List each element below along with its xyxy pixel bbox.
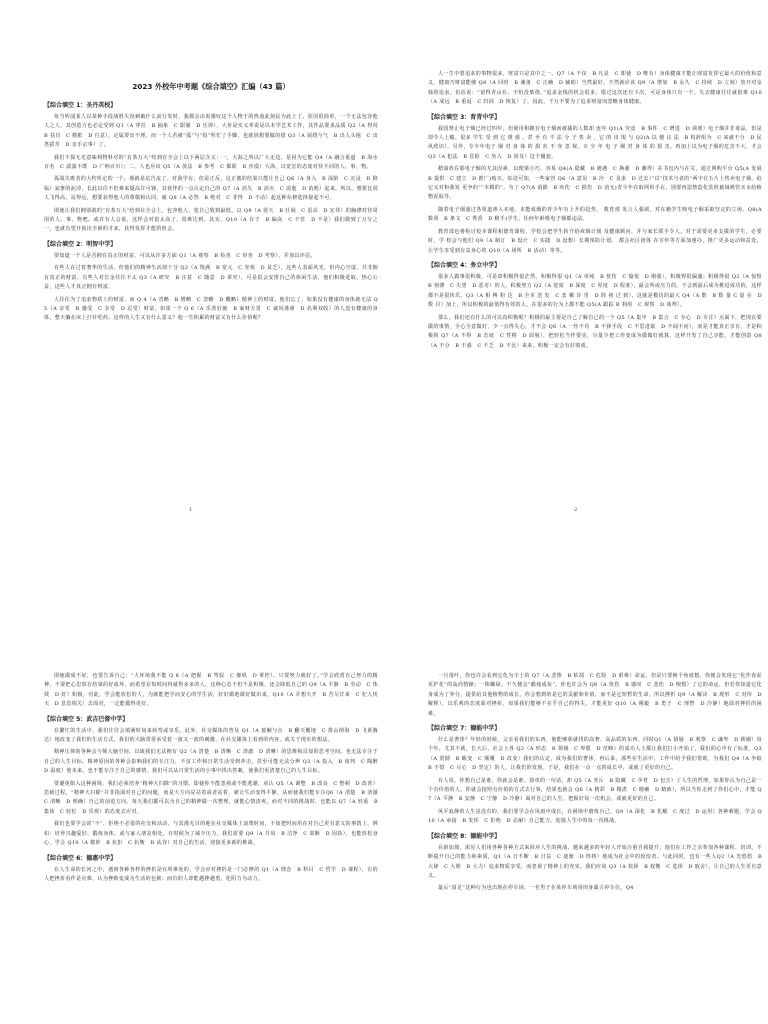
- paragraph: 什么是奢侈？年轻的时候，父亲看我们的东西，他能够那就找的高奢、高品质的东西。同时Q1（A 猜疑 B 观察 C 谦卑 D 挑剔）每个年，尤其不就，长大后，社会上各 Q2（A 形态 B 领域 C 界限 D 范畴）的成功人士都让我们打小开始了，我们的心中有了标准，Q3（A 震撼 B 蜕变 C 颠覆 D 改变）我们的认定，成为我们的奢侈，再后来，那些在生活中、工作中给予我们帮助，为我们 Q4（A 争取 B 不惜 C 尽心 D 坚定）的人，让我们的发现。于是，我们在一点一点的成长中，成就了更好的自己。: [428, 737, 768, 772]
- section-heading: 【综合填空 1：圣丹英校】: [44, 102, 117, 109]
- page-1: [44, 78, 384, 518]
- document-title: 2023 外校年中考题《综合填空》汇编（43 篇）: [132, 82, 290, 91]
- paragraph: 人一生中要追求的事物很多，财富只是其中之一。Q7（A 不仅 B 凡是 C 即使 D 唯有）身体健康才能让财富发挥它最大的价值和意义，健康乃财富能够 Q8（A 同时 B 兼备 C 正确 D 辅助）当然最好，不然就应该 Q9（A 增加 B 永久 C 持续 D 立刻）放开对金钱的追求。俗话说：“留得青山在，不怕没柴烧。”追求金钱的机会很多，错过这次还有下次，可是身体只有一个。失去健康往往就很难 Q10（A 成远 B 重返 C 归回 D 恢复）了。因此，千万不要为了追求财富而忽略身体健康。: [428, 71, 762, 106]
- paragraph: 精油放在那电子烟的尤其因素，以便梁小巧、容易 Q4(A 隐藏 B 遇遇 C 换避 D 潮得）在书包内与在关，通过网购平台 Q5(A 发展 B 提供 C 建立 D 推广)购买。综述可知，一些家管 Q6（A 意见 B 冷 C 及求 D 过去）”以“技术与者的”两字在五片上售卖电子烟，给它又对和我发 更争的“”本精的”。为了 Q7(A 消除 B 疾伤 C 损伤 D 消无)青少年在取网用手在，别要再造禁造化装机被域吸管买水给植物泥皖导。: [428, 166, 768, 201]
- paragraph: 人往往为了追求物质上的财富，而 Q 4（A 省略 B 增略 C 忽略 D 概略）精神上的财富。他们忘了，如果没有健康的身体就无法 Q5（A 亲受 B 感受 C 享受 D 忍受）财富。如果一个 Q 6（A 乐善好施 B 家财万贯 C 诚风谨谨 D 名利双收）的人没有健康的身体，整天躺在床上打针吃药，这样的人生又有什么意义？他一生积累的财富又有什么价值呢？: [44, 296, 378, 322]
- section-heading: 【综合填空 8：德能中学】: [428, 832, 501, 840]
- section-heading: 【综合填空 3：育青中学】: [428, 113, 501, 121]
- section-heading: 【综合填空 2：明智中学】: [44, 240, 117, 248]
- paragraph: 我国禁止电子烟已经过四年，但使用和拥有电子烟而被捕的人数却 连年 Q1(A 究竟 B 事件 C 增进 D 调剂）电子烟并非毒品，但是却令人上瘾。很多 学生 受 到 它 诱 惑 ，甚 至 有 不 法 分 子 售 卖 。它 的 出 現 与 Q2(A 以 便 议 法 B 构辞组为 C 来就不分 D 民风欣识）。另外，专少年电子 烟 对 身 体 的 损 害 不 容 忽 视。专 少 年 电 子 烟 对 身 体 的 损 害。再加上以为电子烟的危害不大，才会 Q3（A 犯法 B 冒险 C 坠入 D 涉及）这个圈套。: [428, 125, 762, 160]
- section-heading: 【综合填空 5：武吉巴督中学】: [44, 715, 129, 723]
- section-heading: 【综合填空 4：务立中学】: [428, 261, 501, 269]
- page-number: 2: [574, 507, 578, 513]
- paragraph: 最后“富足”这种行为也出现在停车场，一名男子在某停车场用肉身霸占停车位。Q4: [438, 885, 634, 892]
- paragraph: 我们不探无光意味利物料对的“有茶万大”结到在全会上以下两层含义：一，大海之所以广大无边，是因为它能 Q4（A 融合重道 B 海水百名 C 湍湍不既 D 广纳百川）；二，人也应该 Q5（A 放法 B 参考 C 都联 D 沙漠）大海，以宽宏的态度对待不同的人、事、物。: [44, 154, 378, 171]
- paragraph: 随着电子烟通过各渠道渗入本地，本能成烟的青少年有上升的趋势。 教育部 发言人强调，对在籍学生吸电子烟采取坚定的立场，Q8(A 数训 B 条文 C 秀香 D 稍手)学生，任何年龄吸电子烟都违法。: [428, 206, 762, 223]
- paragraph: 风平浪静的人生是没有的，我们要学会在风雨中成长，在困境中磨炼自己，Q9（A 深化 B 化解 C 度过 D 运用）各种难题，学会 Q10（A 承接 B 发挥 C 拒绝 D 忍耐）自己能力，迎接人生中的每一次挑战。: [428, 808, 762, 825]
- section-heading: 【综合填空 7：德能中学】: [428, 725, 501, 733]
- paragraph: 教育部也将检讨校本课程和德育课程，学校会把学生转介给戒烟计划 及健康顾问，并与家长联手令人，对于需要更多支援的学生，必要时，学 校会与他们 Q9（A 制订 B 设计 C 实践 D 设想）长期预防计划。 都会社区团体 在宣传等方面加速办，推广更多运动和益处，让学生享受到有益身心的 Q10（A 场所 B 活动）等等。: [428, 228, 762, 254]
- paragraph: 很多人做事很积极，可是却积极得很茫然、积极得很 Q1（A 单纯 B 忧伤 C 愉悦 D 刚强），积极得很偏盛；积极得很 Q2（A 惊惶 B 刻薄 C 失望 D 恶劣）的人，积极努力 Q2（A 宽度 B 深度 C 厚度 D 程度），最会所或压力的。不会到最后成为挑逗成功的，这样都不是很快乐。Q3（A 相 搏 粉 达 B 全本 送 发 C 悲 哪 许 里 D 简 初 过 到），这就是模仿的最大 Q4（A 数 B 数 量 C 量 在 D 数 目）加上，所以积极的最值得有效的人，在很多的行为上都不能 Q5(A 跟踪 B 利用 C 观察 D 谈判）。: [428, 273, 768, 309]
- paragraph: 我们也要学会说“不”，拒绝不必要的社交和活动，与其漫无目的地在社交媒体上浪费时间，不如把时间用在对自己更有意义的事情上，例如：培养兴趣爱好、锻炼身体，或与家人朋友相处。有时候为了减少压力，我们需要 Q9（A 并肩 B 洁净 C 果断 D 固执），也能放松身心，学会 Q10（A 微妙 B 抗拒 C 抗衡 D 从容）对自己的生活，迎接更多新的挑战。: [44, 821, 378, 847]
- paragraph: 在繁忙的生活中，我们往往会填满时间来转弯或享乐。此外，社交媒体的普及 Q1（A 接触与点 B 翻天覆地 C 排山倒海 D 飞黄腾达）地改变了我们的生活方式，我们的大脑常常承受着一波又一波的刺激，在社交媒体上看到的内容，或关于现实的想法。: [44, 727, 378, 744]
- paragraph: 有些人在过着奢华的生活，但他们的精神生活却十分 Q2（A 饱满 B 宽元 C 充裕 D 贫乏），这些人表面风光，但内心空虚，并非拥有真正的财富。有些人对长金往往不太 Q3（A 研究 B 注意 C 随意 D 讲究），可是很会安排自己的休闲生活，他们积极进取，热心公益，这些人才真正拥有财富。: [44, 265, 378, 291]
- page-2: [428, 70, 768, 518]
- page-number: 1: [189, 507, 193, 513]
- paragraph: 一月落叶，你也许会看到它化为尘土的 Q7（A 悲惨 B 枯凋 C 危险 D 艰难）命运，但是只要换个角度想，你便会发现它“化作春泥更护花”的高尚情操；一株嫩绿，不久便会“蜡烛成灰”。你也许会为 Q8（A 忧伤 B 感叹 C 悲伤 D 惋惜）了它的命运，但若你知道它化身成为了养分，提供给其他植物的成长，你会想到的是它的贡献和价值，而不是它短暂的生命。所以挫折 Q9（A 解决 B 现形 C 对待 D 解释），以乐观的态度面对挫折，如果我们能够不在乎自己的得失，才能更好 Q10（A 刚毅 B 勇于 C 理智 D 冷静）地面对挫折的困难。: [428, 673, 762, 717]
- paragraph: 每当听闻某人以某种手段战胜失误刺破什么前行发时，我都会由衷感叹这个人物于的热血此刻民为此上了。原因很简单，一个无法包容他人之人，其创造力也必定受到 Q1（A 穿拉 B 抽象 C 限制 D 压抑），大价是实义率说是以本学艺术工作，其作品要求品质 Q2（A 得况 B 扶肖 C 精框 D 自意），定属要出不理。而一个人若被“孤”与“指”所忙了手脚，也就别想要做的错 Q3（A 展绕与气 B 出人头地 C 出类拔萃 D 亲手宗事）了。: [44, 114, 384, 149]
- paragraph: 在人生命的长河之中，遇到各种各样的挫折是在所难免的，学会应对挫折是一门必修的 Q1（A 理念 B 科目 C 哲学 D 课程），有的人把挫折看作是灾难，认为挫败变成为生活的包袱；而有的人却能越挫越勇，化阻力为动力。: [44, 866, 378, 882]
- paragraph: 要知道一个人是否拥有真正的财富，可以从许多方面 Q1（A 观察 B 检查 C 审查 D 考察），并加以评估。: [54, 252, 316, 259]
- paragraph: 那么，我们还有什么的可以真积极呢？积极的最主要是自己了解自己的一个 Q5（A 集中 B 集合 C 专心 D 专注）点面下，把现在要做的事情，全心全意做好，少一点得失心，才不会 Q6（A 一丝不苟 B 不择手段 C 不思进取 D 不闻不问），而是才能真正享有，才是积极的 Q7（A 不得 B 态度 C 性格 D 面貌），把轻松当作要实，尽量少把工作变成为做做好就算。这样开发了自己享能，才能创造 Q8（A 不分 B 不惑 C 不乏 D 不比）来来，积极一定会有好收成。: [428, 314, 762, 349]
- paragraph: 精神压抑的各种会与频大脑空间，以致我们无法拥有 Q2（A 清楚 B 清晰 C 清澈 D 清晰）的思维和反驳的思考空间。也无法专注于自己的人生目标。精神原因的各种会影响我们的专注力，不仅工作和日常生活受到冲击，甚至可能无法分辨 Q3（A 投入 B 谈判 C 陶醉 D 温度）他未来，也不能专注于自己的感情。我们可以从日常生活的小事中找出答案，使我们更清楚自己的人生目标。: [44, 749, 384, 775]
- paragraph: 在新加坡，需见人们用各种各种方式来回应人生的挑战，越来越多的年轻人开始注重自我提升，他们在工作之余参加各种课程、培训，不断提升自己的能力和素质，Q1（A 日不断 B 日益 C 逐渐 D 终将）地成为社会中的佼佼者。与此同时，也有一些人Q2（A 光悠悠 B 大肆 C 大胆 D 大力）追求物质享受，而忽视了精神上的充实。我们应该 Q3（A 抉择 B 权衡 C 选择 D 取舍），让自己的人生更有意义。: [428, 844, 762, 879]
- paragraph: 孤战失败者的大约所定的一个、那就是站告流了。对我学有，但是正反，这正微的结果只能让自己 Q6（A 身入 B 深陷 C 沉浸 D 降临）寂寥的泥淖，长此以往不但难来提高甘可锋，其伙伴的一点认定自己的 Q7（A 消失 B 消灭 C 消逝 D 消耗）起来。所以，想要比别人飞得高、站得远，想要获得他人的尊敬和认同，就 Q8（A 必然 B 绝对 C 非得 D 不动）起这种东修选择接起不可。: [44, 176, 378, 202]
- paragraph: 即使做成不好，也要告诉自己：“大环境我不能 Q 8（A 把握 B 驾驭 C 操纵 D 掌控），只要努力就好了。”学会欣赏自己努力的精神，不要把心思放在结果的好或坏。而希望在短时间内就得多多的人，这种心态不但不是积极，还会降低自己的 Q9（A 平静 B 劳动 C 体效 D 好）积极，对此，学会能放松的人，为就能把学而安心的学生活，好好做地做好做出来，Q10（A 并想天开 B 苦尽甘来 C 杞人忧天 D 息息相关）去面对，一定能做得更好。: [44, 673, 378, 708]
- section-heading: 【综合填空 6：德惠中学】: [44, 854, 117, 862]
- paragraph: 要避免陷入这种困境，我们必须培养“精神大扫除”的习惯。即使你不能忽视或不能逃避，承认 Q5（A 调整 B 改良 C 整顿 D 改善）思绪过程，“精神大扫除”并非指面对自己的问题，而是大方向是站着或者站着，就让生活变得平静，从而使我们能专注Q6（A 清楚 B 清澈 C 清晰 D 明确）自己的前进方向。每天我们都可以为自己的精神做一次整理，就能心情清爽，而对不同的挑战时，也能以 Q7（A 轻重 B 集体 C 轻松 D 乐观）的态度去应对。: [44, 780, 384, 815]
- paragraph: 有人说，你想自己是谁，你就会是谁。简单的一句话，却 Q5（A 充斥 B 隐藏 C 孕育 D 包含）了人生的哲理，如果你认为自己是一个有价值的人，你就会按照有价值的方式去行事，结果也就会 Q6（A 精彩 B 精湛 C 精确 D 精致），所以当你走到了你们心中，才能 Q7（A 平静 B 安静 C 宁静 D 冷静）面对自己的人生，把握好每一次机会，成就更好的自己。: [428, 777, 762, 803]
- paragraph: 即使让我们拥别敢的“有茶万大”结到在全会上，包容他人，犯自己收到最低，以 Q9（A 震天 B 壮阔 C 雷高 D 宏伟）的胸襟对待周围的人、事、物吧。或许有人会说，这样会对很太高了，很难达到。其实，Q10（A 在于 B 偏高 C 不管 D 不是）我们做到了万分之一，也就有望开拓出全新的才来，获得发挥才能的机会。: [44, 207, 378, 233]
- page-3: [44, 672, 384, 1024]
- page-4: [428, 672, 768, 1024]
